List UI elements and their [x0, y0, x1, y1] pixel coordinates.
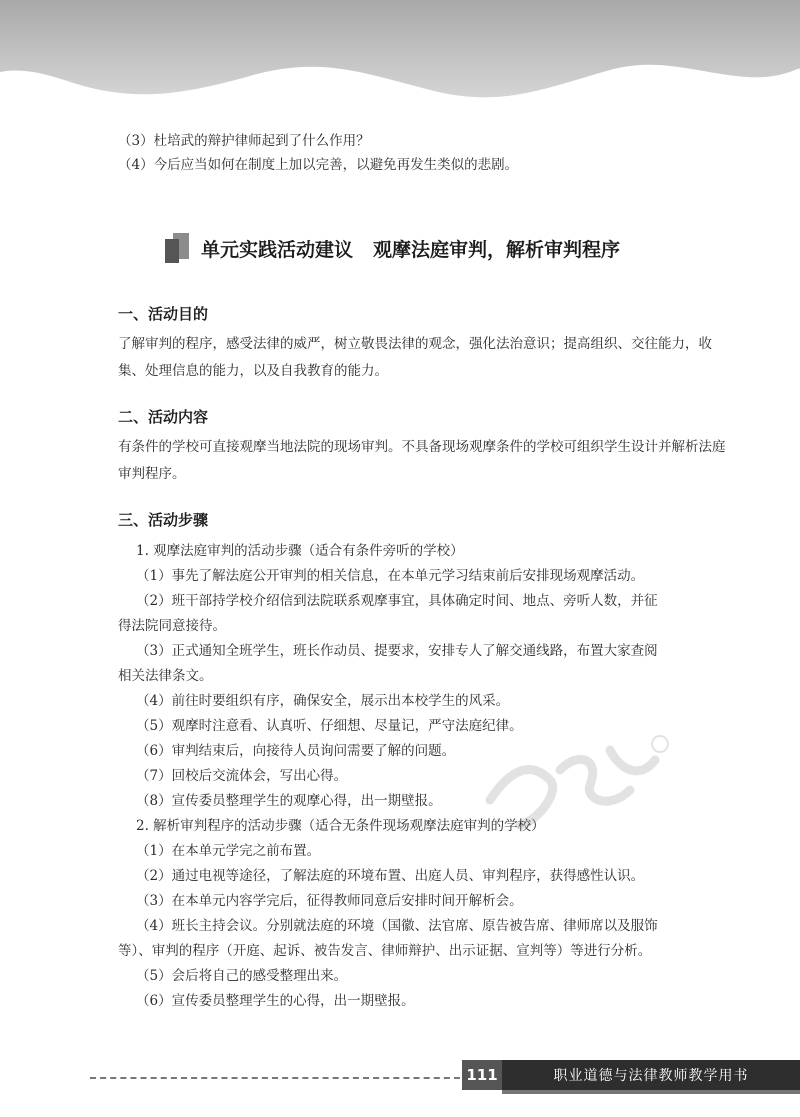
section-heading-steps: 三、活动步骤	[118, 511, 209, 529]
list-item: （1）在本单元学完之前布置。	[136, 843, 321, 859]
list-item: （5）观摩时注意看、认真听、仔细想、尽量记，严守法庭纪律。	[136, 718, 523, 734]
page-footer	[0, 1040, 800, 1117]
list-item: 等）、审判的程序（开庭、起诉、被告发言、律师辩护、出示证据、宣判等）等进行分析。	[118, 943, 652, 959]
list-item: （3）在本单元内容学完后，征得教师同意后安排时间开解析会。	[136, 893, 523, 909]
list-item: （2）通过电视等途径，了解法庭的环境布置、出庭人员、审判程序，获得感性认识。	[136, 868, 645, 884]
list-item: （5）会后将自己的感受整理出来。	[136, 968, 348, 984]
header-wave-band	[0, 0, 800, 120]
list-item: 得法院同意接待。	[118, 618, 226, 634]
footer-divider	[90, 1077, 460, 1079]
page-number: 111	[462, 1060, 502, 1090]
watermark-icon	[470, 730, 670, 840]
list-item: （8）宣传委员整理学生的观摩心得，出一期壁报。	[136, 793, 442, 809]
list-item: （6）审判结束后，向接待人员询问需要了解的问题。	[136, 743, 456, 759]
list-item: （2）班干部持学校介绍信到法院联系观摩事宜，具体确定时间、地点、旁听人数，并征	[136, 593, 658, 609]
unit-activity-heading: 观摩法庭审判，解析审判程序	[373, 238, 621, 261]
unit-activity-title	[165, 228, 620, 268]
list-item: （6）宣传委员整理学生的心得，出一期壁报。	[136, 993, 415, 1009]
list-item: （3）正式通知全班学生，班长作动员、提要求，安排专人了解交通线路，布置大家查阅	[136, 643, 658, 659]
question-4: （4）今后应当如何在制度上加以完善，以避免再发生类似的悲剧。	[118, 157, 519, 173]
square-blocks-icon	[165, 233, 191, 263]
unit-activity-label: 单元实践活动建议	[201, 238, 354, 261]
steps-part2-title: 2. 解析审判程序的活动步骤（适合无条件现场观摩法庭审判的学校）	[136, 818, 545, 834]
list-item: （4）班长主持会议。分别就法庭的环境（国徽、法官席、原告被告席、律师席以及服饰	[136, 918, 658, 934]
section-heading-purpose: 一、活动目的	[118, 305, 209, 323]
section-heading-content: 二、活动内容	[118, 408, 209, 426]
list-item: （4）前往时要组织有序，确保安全，展示出本校学生的风采。	[136, 693, 510, 709]
list-item: （1）事先了解法庭公开审判的相关信息，在本单元学习结束前后安排现场观摩活动。	[136, 568, 645, 584]
list-item: （7）回校后交流体会，写出心得。	[136, 768, 348, 784]
book-title: 职业道德与法律教师教学用书	[502, 1060, 800, 1090]
steps-part1-title: 1. 观摩法庭审判的活动步骤（适合有条件旁听的学校）	[136, 543, 464, 559]
section-body-purpose: 了解审判的程序，感受法律的威严，树立敬畏法律的观念，强化法治意识；提高组织、交往能力，收集、处理信息的能力，以及自我教育的能力。	[118, 336, 712, 379]
list-item: 相关法律条文。	[118, 668, 213, 684]
footer-band	[502, 1090, 800, 1094]
question-3: （3）杜培武的辩护律师起到了什么作用？	[118, 133, 370, 149]
section-body-content: 有条件的学校可直接观摩当地法院的现场审判。不具备现场观摩条件的学校可组织学生设计并解析法庭审判程序。	[118, 439, 726, 482]
